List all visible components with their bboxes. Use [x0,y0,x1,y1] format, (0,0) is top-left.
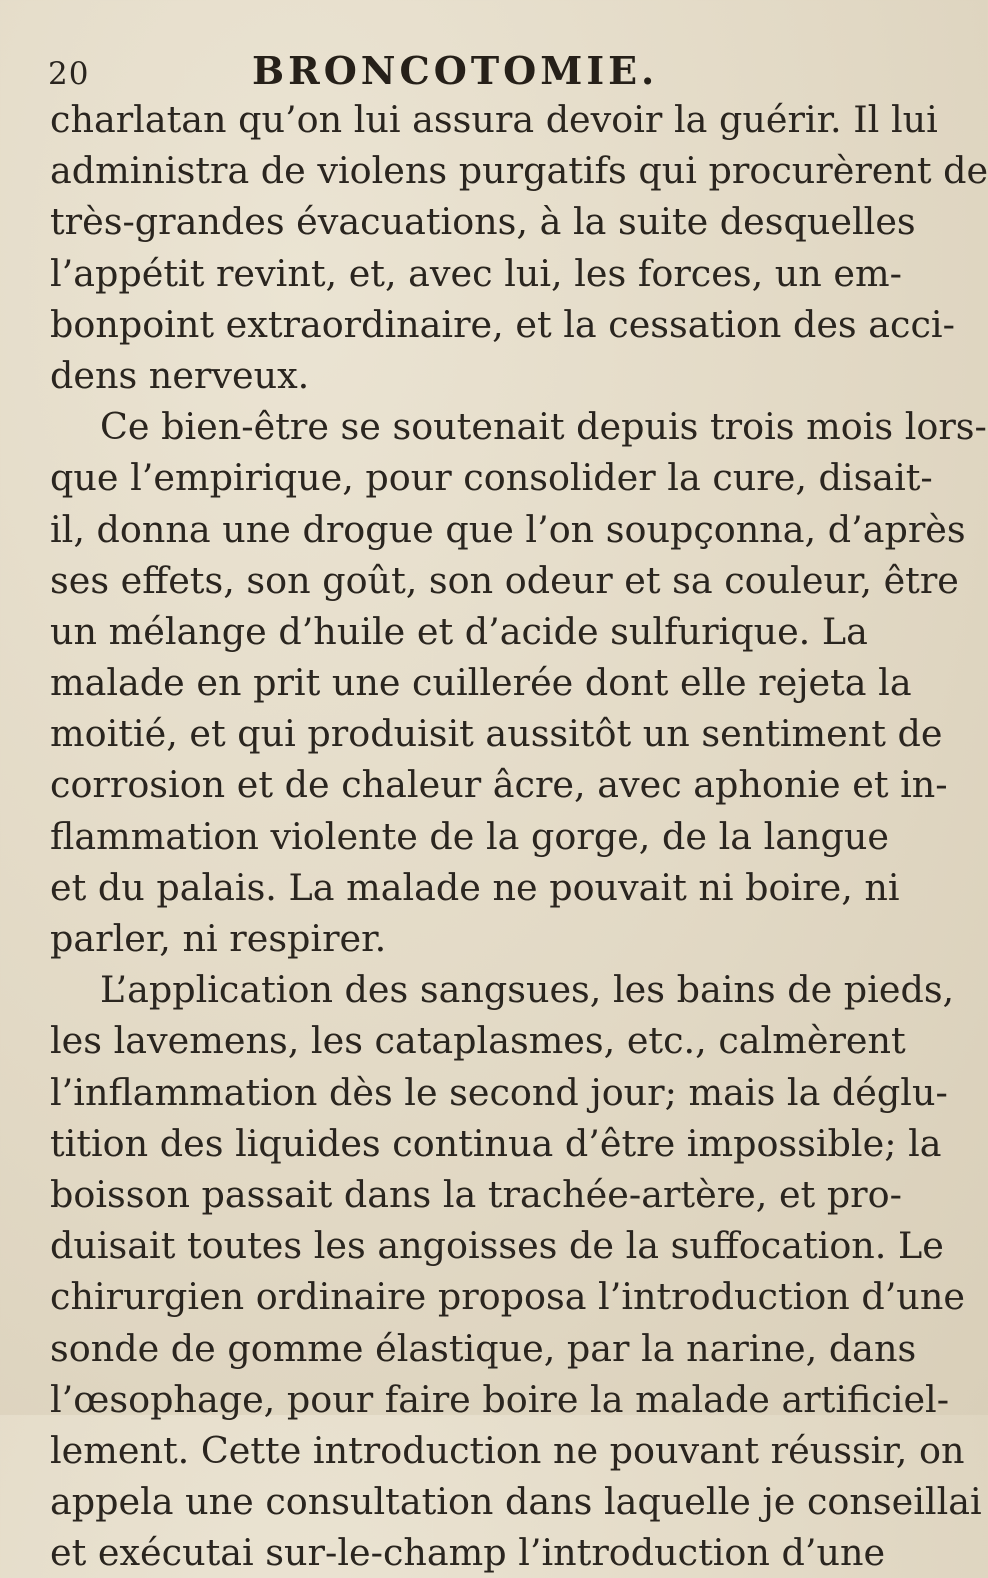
running-head: BRONCOTOMIE. [252,48,659,93]
text-line: bonpoint extraordinaire, et la cessation des acci- [50,302,955,346]
text-line: flammation violente de la gorge, de la langue [50,814,890,858]
text-line: que l’empirique, pour consolider la cure, disait- [50,456,933,500]
page-header [48,48,772,94]
text-line: tition des liquides continua d’être impossible; la [50,1121,942,1165]
text-line: il, donna une drogue que l’on soupçonna, d’après [50,507,966,551]
text-line: corrosion et de chaleur âcre, avec aphonie et in- [50,763,948,807]
text-line: chirurgien ordinaire proposa l’introduction d’une [50,1275,965,1319]
text-line: appela une consultation dans laquelle je conseillai [50,1480,982,1524]
text-line: et du palais. La malade ne pouvait ni boire, ni [50,865,900,909]
text-line: très-grandes évacuations, à la suite desquelles [50,200,916,244]
page-number: 20 [48,56,90,92]
text-line: administra de violens purgatifs qui procurèrent de [50,149,988,193]
text-line: duisait toutes les angoisses de la suffocation. Le [50,1224,944,1268]
text-line: et exécutai sur-le-champ l’introduction d’une [50,1531,886,1575]
text-line: dens nerveux. [50,353,310,397]
text-line: charlatan qu’on lui assura devoir la guérir. Il lui [50,98,938,141]
text-line: les lavemens, les cataplasmes, etc., calmèrent [50,1019,906,1063]
paragraph-1 [50,94,988,401]
text-line: ses effets, son goût, son odeur et sa couleur, être [50,558,959,602]
text-line: un mélange d’huile et d’acide sulfurique. La [50,609,868,653]
text-line: malade en prit une cuillerée dont elle rejeta la [50,661,912,705]
text-line: l’appétit revint, et, avec lui, les forces, un em- [50,251,902,295]
text-line: boisson passait dans la trachée-artère, et pro- [50,1172,902,1216]
text-line: l’inflammation dès le second jour; mais la déglu- [50,1070,948,1114]
text-line: moitié, et qui produisit aussitôt un sentiment de [50,712,943,756]
text-line: parler, ni respirer. [50,917,387,960]
text-line: sonde de gomme élastique, par la narine, dans [50,1326,917,1370]
text-line: Ce bien-être se soutenait depuis trois mois lors- [100,405,987,449]
paragraph-2 [50,401,987,964]
text-line: L’application des sangsues, les bains de pieds, [100,968,955,1012]
paragraph-3 [50,964,982,1578]
text-line: lement. Cette introduction ne pouvant réussir, on [50,1428,965,1472]
body-text [50,94,988,1578]
text-line: l’œsophage, pour faire boire la malade artificiel- [50,1377,950,1421]
